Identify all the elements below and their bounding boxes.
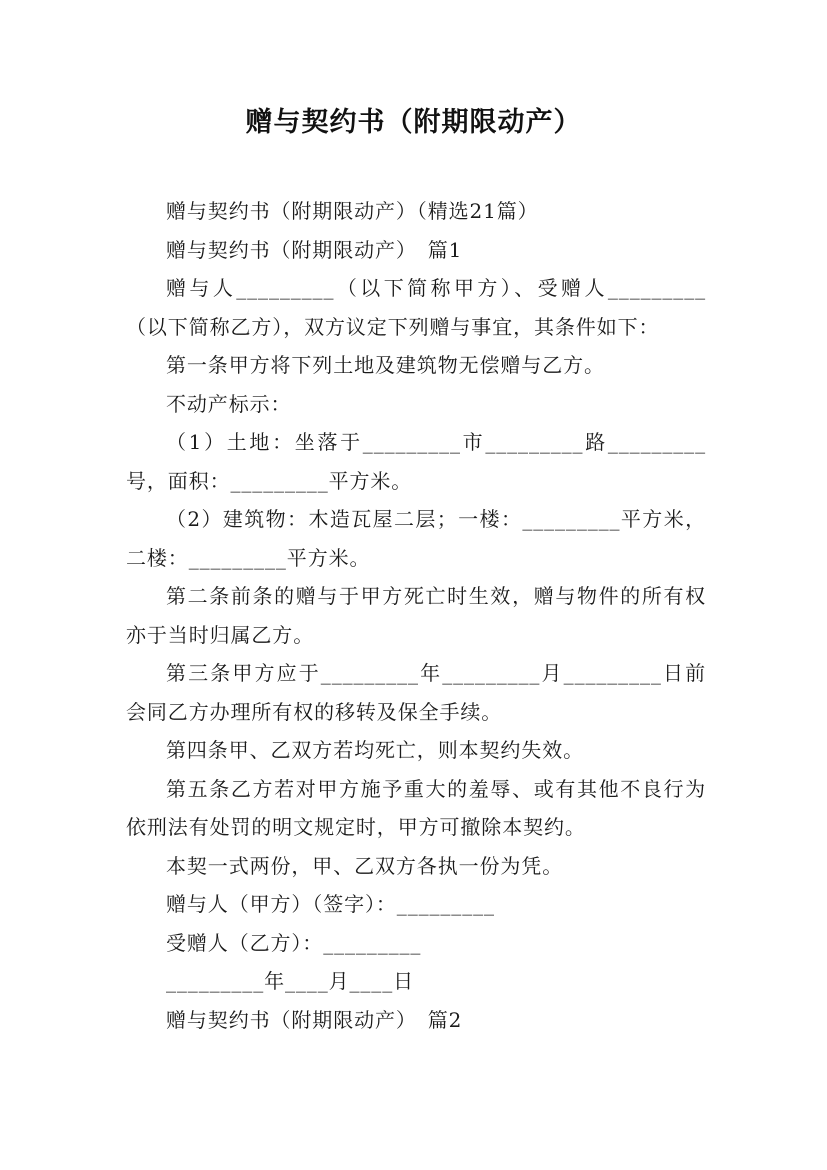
paragraph-land: （1）土地：坐落于_________市_________路_________号，面积：_________平方米。 bbox=[126, 430, 706, 493]
paragraph-parties: 赠与人_________（以下简称甲方）、受赠人_________（以下简称乙方），双方议定下列赠与事宜，其条件如下： bbox=[126, 276, 706, 339]
document-title: 赠与契约书（附期限动产） bbox=[245, 107, 582, 138]
document-body bbox=[126, 192, 706, 1039]
paragraph-section-heading-2: 赠与契约书（附期限动产） 篇2 bbox=[166, 1007, 463, 1032]
paragraph-article-3: 第三条甲方应于_________年_________月_________日前会同乙方办理所有权的移转及保全手续。 bbox=[126, 661, 706, 724]
paragraph-date: _________年____月____日 bbox=[166, 969, 414, 993]
paragraph-building: （2）建筑物：木造瓦屋二层；一楼：_________平方米，二楼：_________平方米。 bbox=[126, 507, 706, 570]
paragraph-collection-heading: 赠与契约书（附期限动产）（精选21篇） bbox=[166, 199, 539, 223]
paragraph-article-1: 第一条甲方将下列土地及建筑物无偿赠与乙方。 bbox=[166, 353, 605, 377]
paragraph-donee: 受赠人（乙方）：_________ bbox=[166, 930, 422, 955]
paragraph-article-5: 第五条乙方若对甲方施予重大的羞辱、或有其他不良行为依刑法有处罚的明文规定时，甲方可撤除本契约。 bbox=[126, 776, 706, 839]
paragraph-article-2: 第二条前条的赠与于甲方死亡时生效，赠与物件的所有权亦于当时归属乙方。 bbox=[126, 584, 706, 647]
paragraph-copies: 本契一式两份，甲、乙双方各执一份为凭。 bbox=[166, 853, 564, 878]
paragraph-section-heading-1: 赠与契约书（附期限动产） 篇1 bbox=[166, 237, 463, 262]
paragraph-property-label: 不动产标示： bbox=[166, 391, 292, 416]
paragraph-article-4: 第四条甲、乙双方若均死亡，则本契约失效。 bbox=[166, 738, 584, 762]
paragraph-donor-signature: 赠与人（甲方）（签字）：_________ bbox=[166, 892, 495, 916]
